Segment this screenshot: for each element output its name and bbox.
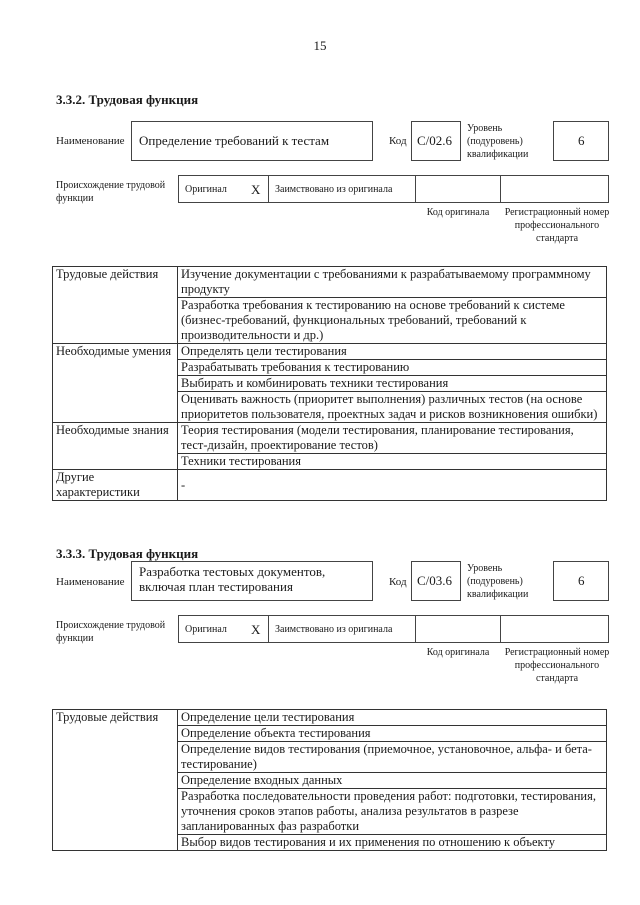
code-original-box [415,175,501,203]
borrowed-box [268,175,416,203]
code-value-box [411,561,461,601]
borrowed-label: Заимствовано из оригинала [275,184,393,195]
table-cell: Выбор видов тестирования и их применения по отношению к объекту [178,835,607,851]
original-box [178,615,269,643]
code-value: C/02.6 [417,133,453,148]
code-original-box [415,615,501,643]
original-mark: X [251,622,261,637]
section-title: 3.3.2. Трудовая функция [56,92,199,107]
name-label: Наименование [56,576,125,588]
reg-number-box [500,615,609,643]
code-original-caption: Код оригинала [426,207,490,218]
level-value-box [553,121,609,161]
code-original-caption: Код оригинала [426,647,490,658]
table-cell: Теория тестирования (модели тестирования, планирование тестирования, тест-дизайн, проектирование тестов) [178,423,607,454]
table-cell: Определение объекта тестирования [178,726,607,742]
table-cell: Выбирать и комбинировать техники тестирования [178,376,607,392]
code-label: Код [389,576,407,588]
table-row [53,710,607,726]
table-cell: - [178,470,607,501]
function-table [52,266,607,501]
name-value-box [131,561,373,601]
section-title: 3.3.3. Трудовая функция [56,546,199,561]
origin-label: Происхождение трудовой функции [56,180,166,204]
name-value: Определение требований к тестам [139,133,330,148]
level-value: 6 [578,573,585,588]
table-cell: Разрабатывать требования к тестированию [178,360,607,376]
table-cell: Определение цели тестирования [178,710,607,726]
table-cell: Изучение документации с требованиями к разрабатываемому программному продукту [178,267,607,298]
code-value-box [411,121,461,161]
page-number: 15 [313,38,327,53]
row-header: Другие характеристики [53,470,178,501]
name-value-box [131,121,373,161]
table-cell: Оценивать важность (приоритет выполнения) различных тестов (на основе приоритетов пользователя, проектных задач и рисков возникновения ошибки) [178,392,607,423]
original-label: Оригинал [185,624,227,635]
level-label: Уровень (подуровень) квалификации [467,563,529,600]
table-cell: Техники тестирования [178,454,607,470]
level-label: Уровень (подуровень) квалификации [467,123,529,160]
reg-number-caption: Регистрационный номер профессионального стандарта [504,207,610,244]
table-cell: Определение входных данных [178,773,607,789]
table-cell: Определение видов тестирования (приемочное, установочное, альфа- и бета-тестирование) [178,742,607,773]
origin-label: Происхождение трудовой функции [56,620,166,644]
original-mark: X [251,182,261,197]
code-value: C/03.6 [417,573,453,588]
borrowed-box [268,615,416,643]
level-value: 6 [578,133,585,148]
row-header: Необходимые умения [53,344,178,423]
level-value-box [553,561,609,601]
reg-number-box [500,175,609,203]
code-label: Код [389,135,407,147]
table-row [53,344,607,360]
table-cell: Определять цели тестирования [178,344,607,360]
reg-number-caption: Регистрационный номер профессионального стандарта [504,647,610,684]
table-row [53,267,607,298]
original-label: Оригинал [185,184,227,195]
name-label: Наименование [56,135,125,147]
borrowed-label: Заимствовано из оригинала [275,624,393,635]
table-row [53,423,607,454]
original-box [178,175,269,203]
table-cell: Разработка требования к тестированию на основе требований к системе (бизнес-требований, функциональных требований, требований к производительности и др.) [178,298,607,344]
table-row [53,470,607,501]
row-header: Трудовые действия [53,267,178,344]
function-table [52,709,607,851]
row-header: Трудовые действия [53,710,178,851]
row-header: Необходимые знания [53,423,178,470]
table-cell: Разработка последовательности проведения работ: подготовки, тестирования, уточнения сроков этапов работы, анализа результатов в разрезе запланированных фаз разработки [178,789,607,835]
name-value: Разработка тестовых документов, включая план тестирования [139,564,326,594]
